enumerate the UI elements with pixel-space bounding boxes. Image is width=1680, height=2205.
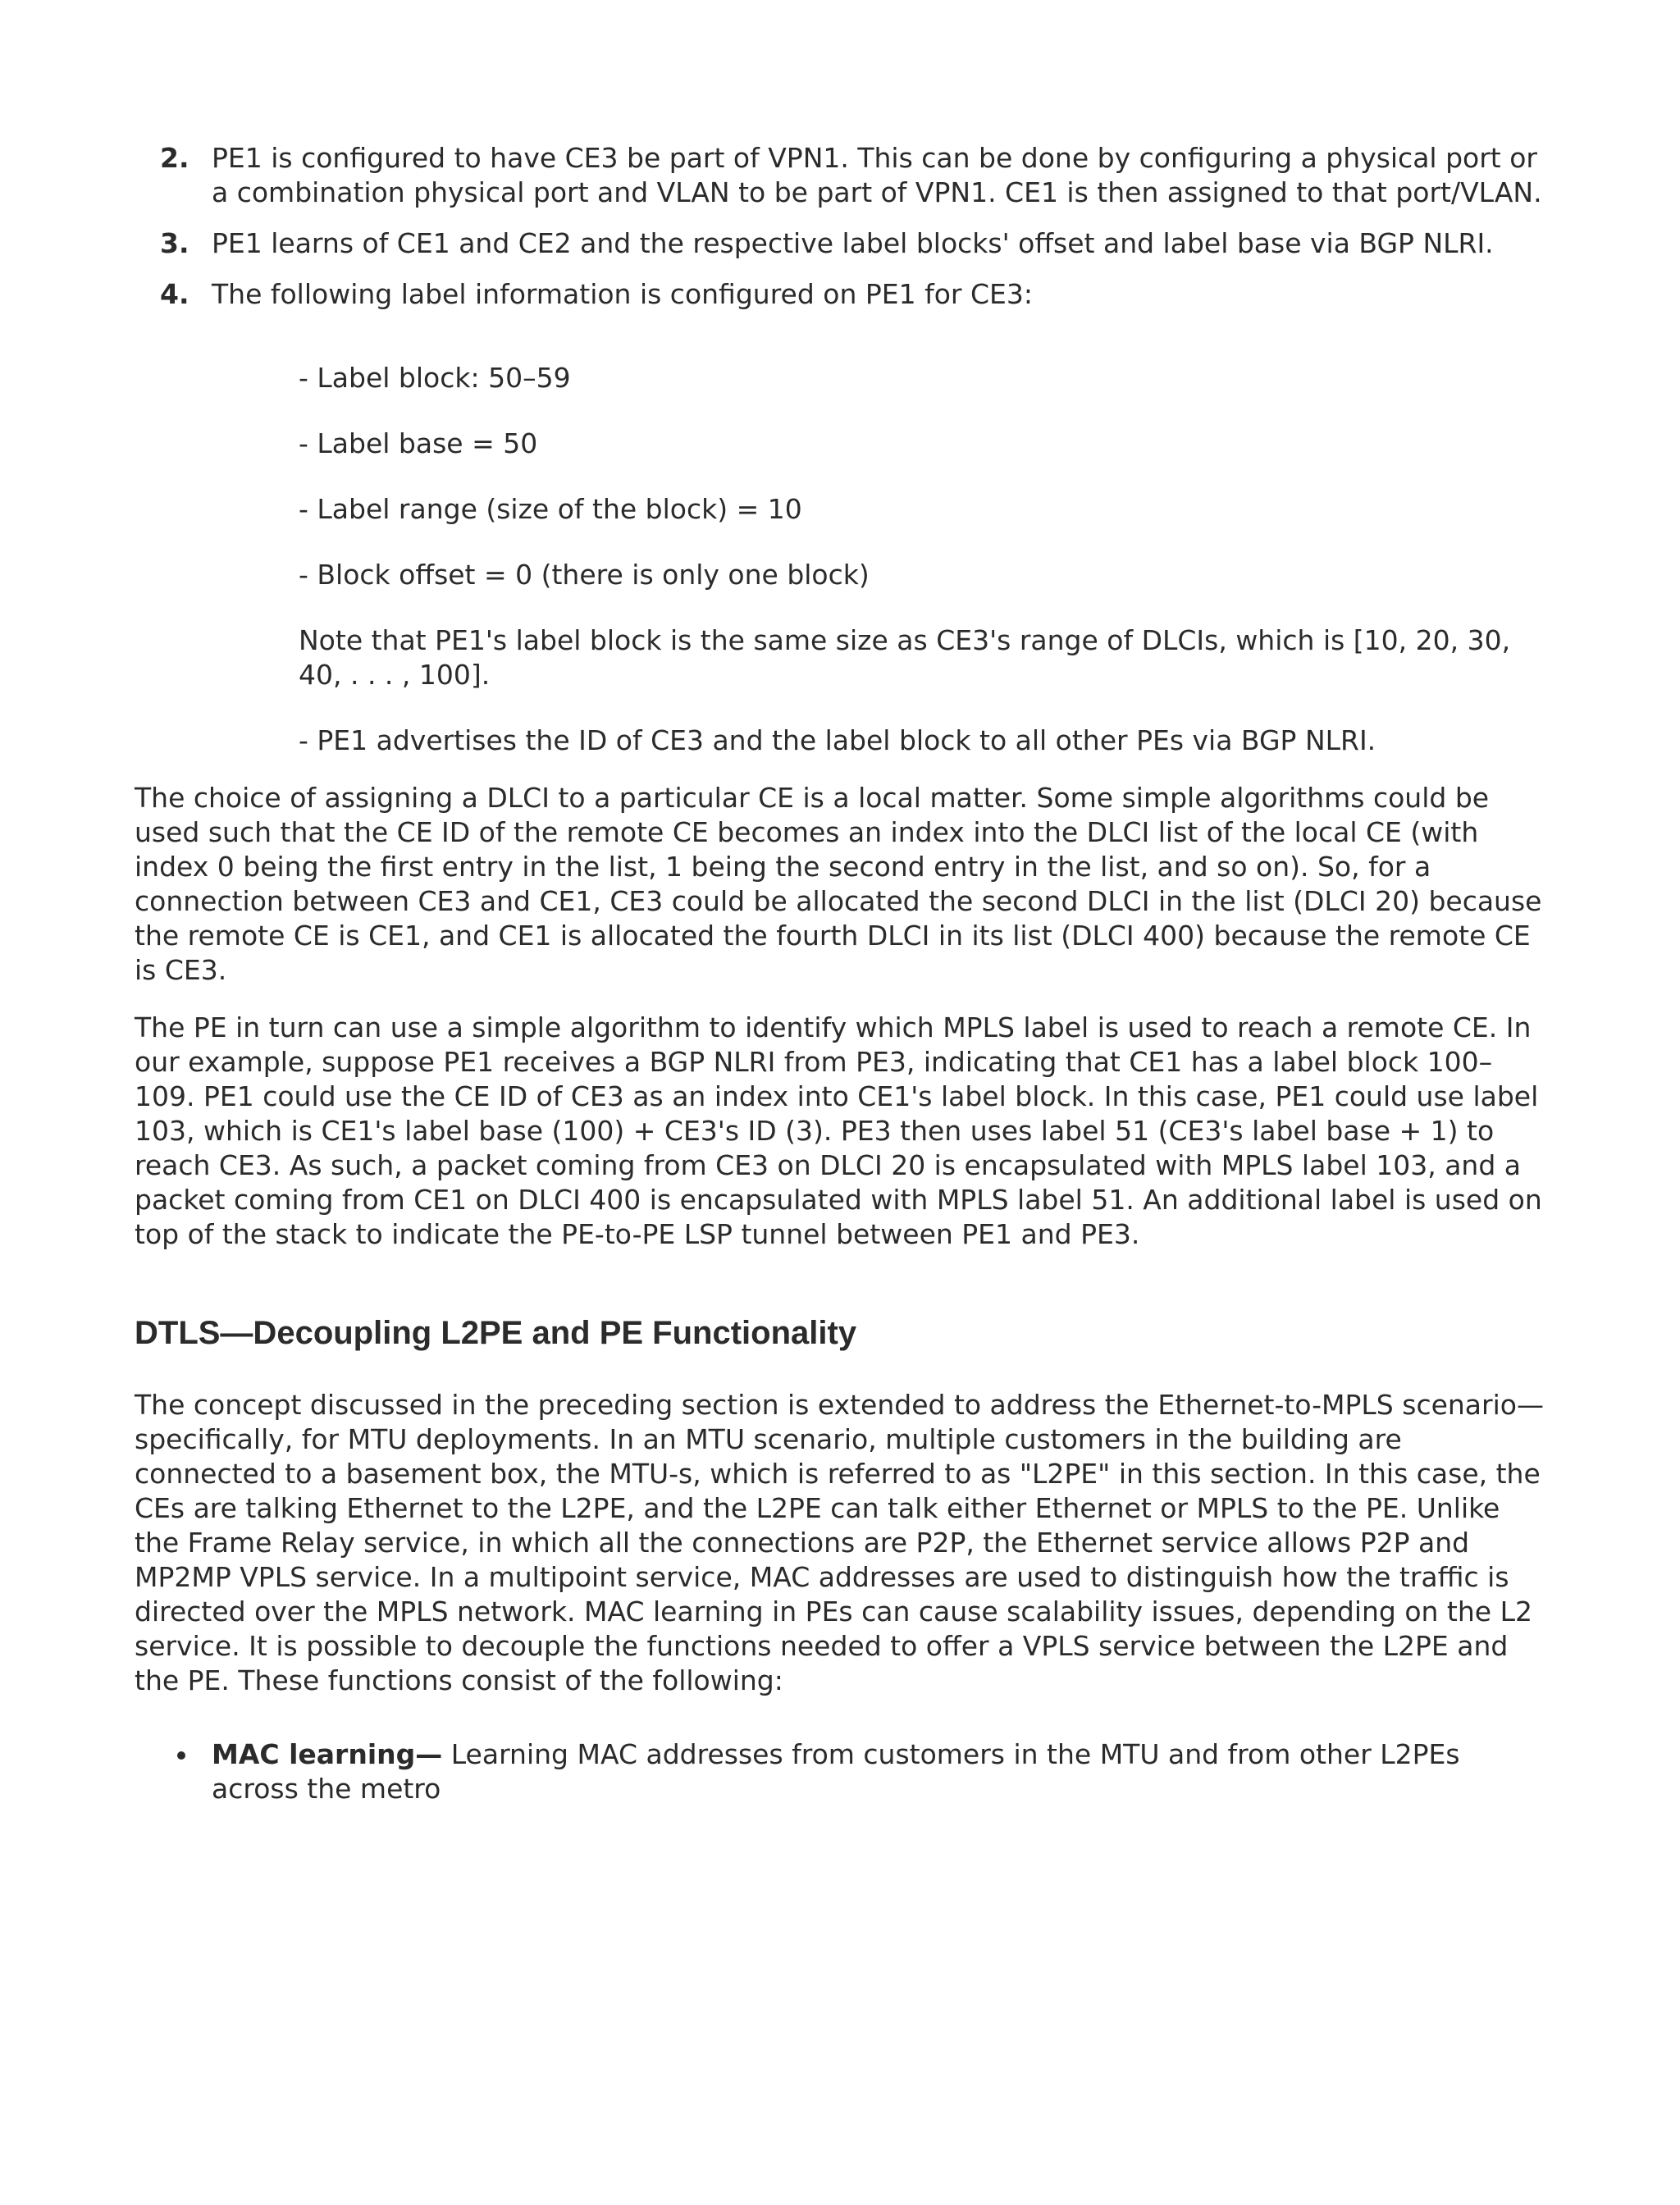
dlci-assignment-paragraph: The choice of assigning a DLCI to a particular CE is a local matter. Some simple algorithms could be used such that the CE ID of the remote CE becomes an index into the DLCI list of the local CE (with index 0 being the first entry in the list, 1 being the second entry in the list, and so on). So, for a connection between CE3 and CE1, CE3 could be allocated the second DLCI in the list (DLCI 20) because the remote CE is CE1, and CE1 is allocated the fourth DLCI in its list (DLCI 400) because the remote CE is CE3.: [135, 782, 1542, 986]
bullet-dot-icon: [177, 1751, 185, 1760]
advertise-line: - PE1 advertises the ID of CE3 and the label block to all other PEs via BGP NLRI.: [299, 724, 1376, 756]
step-text: The following label information is configured on PE1 for CE3:: [212, 278, 1033, 310]
block-offset-line: - Block offset = 0 (there is only one block): [299, 559, 870, 591]
step-number: 2.: [160, 142, 189, 174]
step-number: 4.: [160, 278, 189, 310]
label-range-line: - Label range (size of the block) = 10: [299, 493, 802, 525]
section-body-paragraph: The concept discussed in the preceding section is extended to address the Ethernet-to-MPLS scenario—specifically, for MTU deployments. In an MTU scenario, multiple customers in the building are connected to a basement box, the MTU-s, which is referred to as "L2PE" in this section. In this case, the CEs are talking Ethernet to the L2PE, and the L2PE can talk either Ethernet or MPLS to the PE. Unlike the Frame Relay service, in which all the connections are P2P, the Ethernet service allows P2P and MP2MP VPLS service. In a multipoint service, MAC addresses are used to distinguish how the traffic is directed over the MPLS network. MAC learning in PEs can cause scalability issues, depending on the L2 service. It is possible to decouple the functions needed to offer a VPLS service between the L2PE and the PE. These functions consist of the following:: [135, 1389, 1544, 1696]
bullet-term: MAC learning—: [212, 1738, 443, 1770]
step-item: [135, 226, 1545, 261]
bullet-item: [135, 1737, 1545, 1806]
label-base-line: - Label base = 50: [299, 427, 538, 459]
mpls-label-paragraph: The PE in turn can use a simple algorithm to identify which MPLS label is used to reach a remote CE. In our example, suppose PE1 receives a BGP NLRI from PE3, indicating that CE1 has a label block 100–109. PE1 could use the CE ID of CE3 as an index into CE1's label block. In this case, PE1 could use label 103, which is CE1's label base (100) + CE3's ID (3). PE3 then uses label 51 (CE3's label base + 1) to reach CE3. As such, a packet coming from CE3 on DLCI 20 is encapsulated with MPLS label 103, and a packet coming from CE1 on DLCI 400 is encapsulated with MPLS label 51. An additional label is used on top of the stack to indicate the PE-to-PE LSP tunnel between PE1 and PE3.: [135, 1011, 1542, 1250]
step-text: PE1 learns of CE1 and CE2 and the respective label blocks' offset and label base via BGP NLRI.: [212, 227, 1494, 259]
section-heading: DTLS—Decoupling L2PE and PE Functionality: [135, 1315, 857, 1351]
numbered-steps-list: [135, 141, 1545, 312]
bullet-text: [212, 1737, 1545, 1806]
document-page: [135, 141, 1545, 1806]
label-info-block: [135, 361, 1545, 758]
step-item: [135, 141, 1545, 210]
label-block-line: - Label block: 50–59: [299, 362, 571, 394]
bullet-description: Learning MAC addresses from customers in the MTU and from other L2PEs across the metro: [212, 1738, 1460, 1805]
label-block-note: Note that PE1's label block is the same size as CE3's range of DLCIs, which is [10, 20, 30, 40, . . . , 100].: [299, 624, 1511, 691]
step-text: PE1 is configured to have CE3 be part of VPN1. This can be done by configuring a physical port or a combination physical port and VLAN to be part of VPN1. CE1 is then assigned to that port/VLAN.: [212, 142, 1542, 208]
step-item: [135, 277, 1545, 312]
step-number: 3.: [160, 227, 189, 259]
functions-bullet-list: [135, 1737, 1545, 1806]
